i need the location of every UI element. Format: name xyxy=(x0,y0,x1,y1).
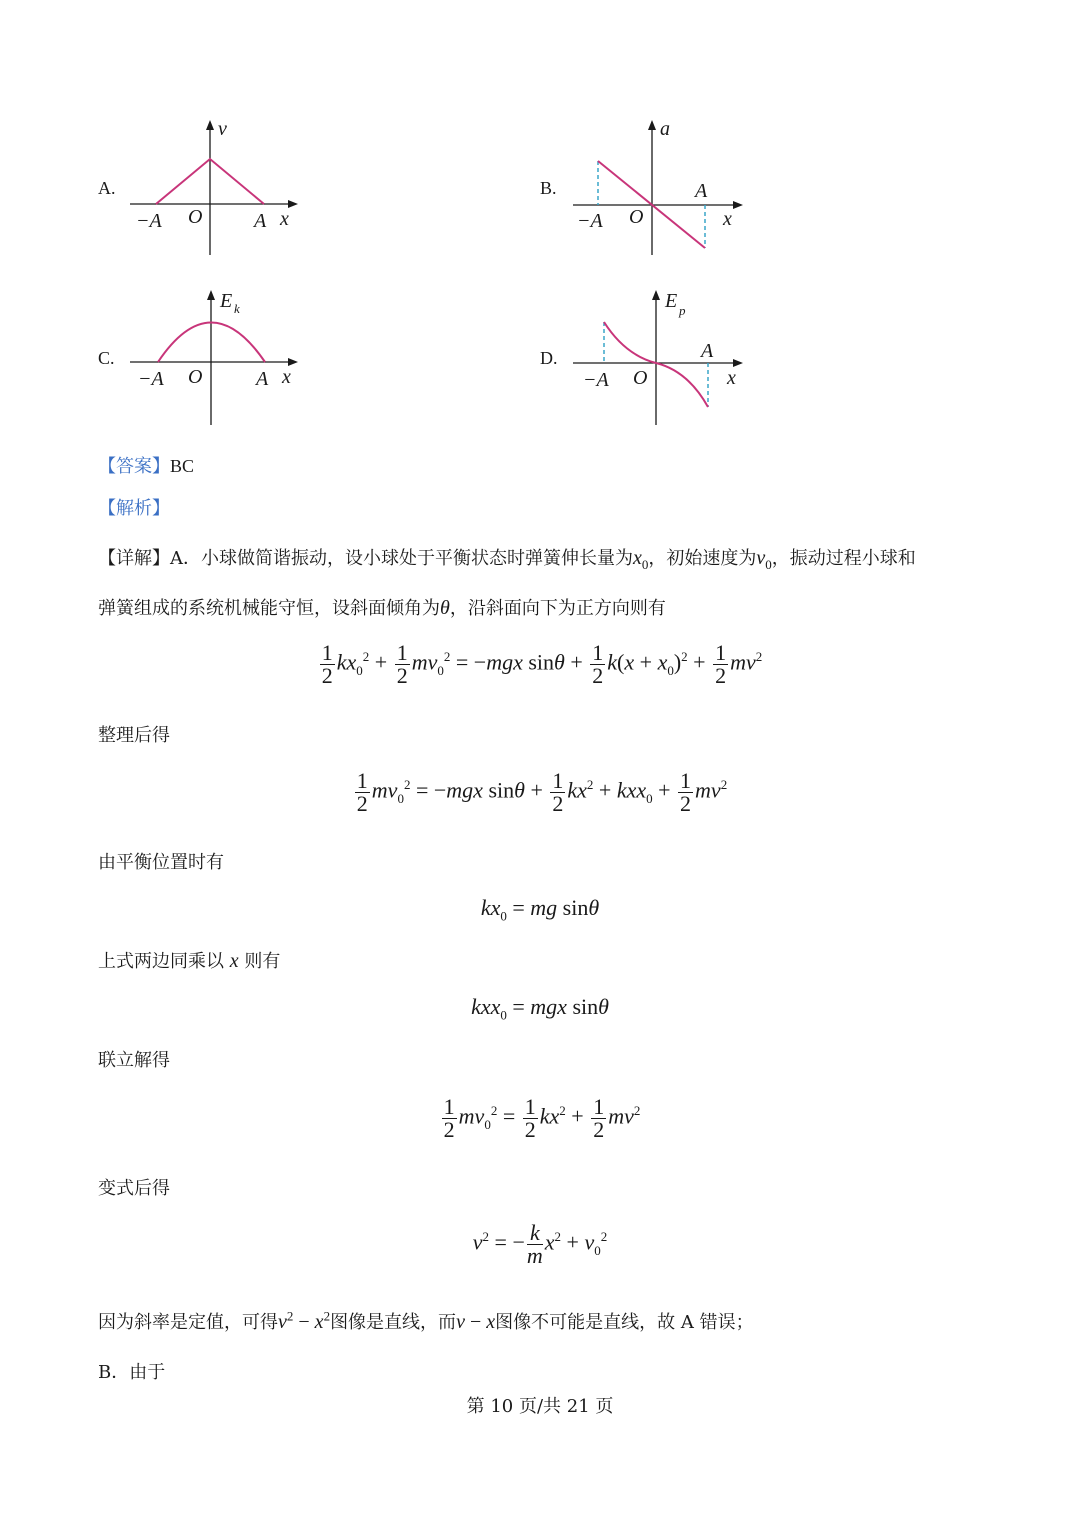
option-b-ylabel: a xyxy=(660,118,670,140)
detail-text-2b: ，沿斜面向下为正方向则有 xyxy=(449,598,666,619)
detail-text-1b: ，初始速度为 xyxy=(648,548,757,569)
option-b-xlabel: x xyxy=(723,208,732,230)
equation-multiplied: kxx$_0$ = mgx sinθ xyxy=(471,994,609,1023)
answer-value: BC xyxy=(170,456,195,476)
option-a-pos: A xyxy=(254,210,267,232)
option-c-xlabel: x xyxy=(282,366,291,388)
option-c-label: C. xyxy=(98,348,115,368)
option-c-ysub: k xyxy=(234,301,240,316)
option-d-label: D. xyxy=(540,348,558,368)
step-transform: 变式后得 xyxy=(98,1178,170,1199)
step-conclusion-c: 图像不可能是直线，故 A 错误； xyxy=(495,1312,754,1333)
option-a-xlabel: x xyxy=(280,208,289,230)
symbol-x: x xyxy=(229,950,239,972)
step-conclusion xyxy=(98,1308,754,1334)
option-d-pos: A xyxy=(701,340,714,362)
option-a-label: A. xyxy=(98,178,116,198)
page-footer: 第 10 页/共 21 页 xyxy=(466,1396,614,1417)
option-b-label: B. xyxy=(540,178,557,198)
step-simplify: 整理后得 xyxy=(98,725,170,746)
option-b-pos: A xyxy=(695,180,708,202)
option-d-neg: −A xyxy=(583,369,609,391)
option-b-neg: −A xyxy=(577,210,603,232)
option-a-origin: O xyxy=(188,206,203,228)
answer-line xyxy=(98,452,194,478)
equation-combined: $\frac{1}{2}$ $mv_0^2$ = $\frac{1}{2}$ $kx^2$ + $\frac{1}{2}$ $mv^2$ xyxy=(443,1094,641,1142)
step-conclusion-a: 因为斜率是定值，可得 xyxy=(98,1312,278,1333)
detail-text-2a: 弹簧组成的系统机械能守恒，设斜面倾角为 xyxy=(98,598,440,619)
symbol-v-x: v − x xyxy=(456,1311,496,1333)
option-d-ysub: p xyxy=(679,303,686,318)
option-c-graph xyxy=(120,285,310,430)
equation-v-squared: $v^2$ = − $\frac{k}{m}$ $x^2 + v_0^2$ xyxy=(472,1220,608,1268)
option-a-graph xyxy=(120,115,310,260)
symbol-x0: $x_0$ xyxy=(633,547,649,572)
step-combine: 联立解得 xyxy=(98,1050,170,1071)
symbol-v0: $v_0$ xyxy=(756,547,772,572)
answer-tag: 【答案】 xyxy=(98,456,170,477)
option-c-pos: A xyxy=(256,368,269,390)
option-b-origin: O xyxy=(629,206,644,228)
step-multiply xyxy=(98,947,280,973)
option-a-neg: −A xyxy=(136,210,162,232)
step-b-start: B．由于 xyxy=(98,1362,166,1383)
step-conclusion-b: 图像是直线，而 xyxy=(330,1312,457,1333)
step-multiply-a: 上式两边同乘以 xyxy=(98,951,224,972)
analysis-tag: 【解析】 xyxy=(98,498,170,519)
option-c-ylabel: E xyxy=(220,290,233,312)
symbol-theta: θ xyxy=(440,597,450,619)
option-d-graph xyxy=(565,285,755,430)
option-c-neg: −A xyxy=(138,368,164,390)
option-d-xlabel: x xyxy=(727,367,736,389)
option-c-origin: O xyxy=(188,366,203,388)
option-d-ylabel: E xyxy=(665,290,678,312)
detail-line-2 xyxy=(98,594,666,620)
detail-text-1c: ，振动过程小球和 xyxy=(771,548,916,569)
option-b-graph xyxy=(565,115,755,260)
detail-text-1a: A．小球做简谐振动，设小球处于平衡状态时弹簧伸长量为 xyxy=(170,548,633,569)
option-d-origin: O xyxy=(633,367,648,389)
symbol-v2-x2: $v^2 - x^2$ xyxy=(278,1308,331,1333)
equation-energy-conservation: $\frac{1}{2}$ $kx_0^2$ + $\frac{1}{2}$ $mv_0^2 = -mgx$ sinθ + $\frac{1}{2}$ $k(x + x_0)^2$ + $\frac{1}{2}$ $mv^2$ xyxy=(321,640,763,688)
equation-simplified: $\frac{1}{2}$ $mv_0^2 = -mgx$ sinθ + $\frac{1}{2}$ $kx^2 + kxx_0$ + $\frac{1}{2}$ $mv^2$ xyxy=(356,768,728,816)
detail-tag: 【详解】 xyxy=(98,548,170,569)
analysis-line xyxy=(98,494,170,520)
option-a-ylabel: v xyxy=(218,118,227,140)
step-equilibrium: 由平衡位置时有 xyxy=(98,852,224,873)
step-multiply-b: 则有 xyxy=(244,951,281,972)
equation-equilibrium: $kx_0$ = mg sinθ xyxy=(480,895,600,924)
detail-line-1 xyxy=(98,544,916,573)
